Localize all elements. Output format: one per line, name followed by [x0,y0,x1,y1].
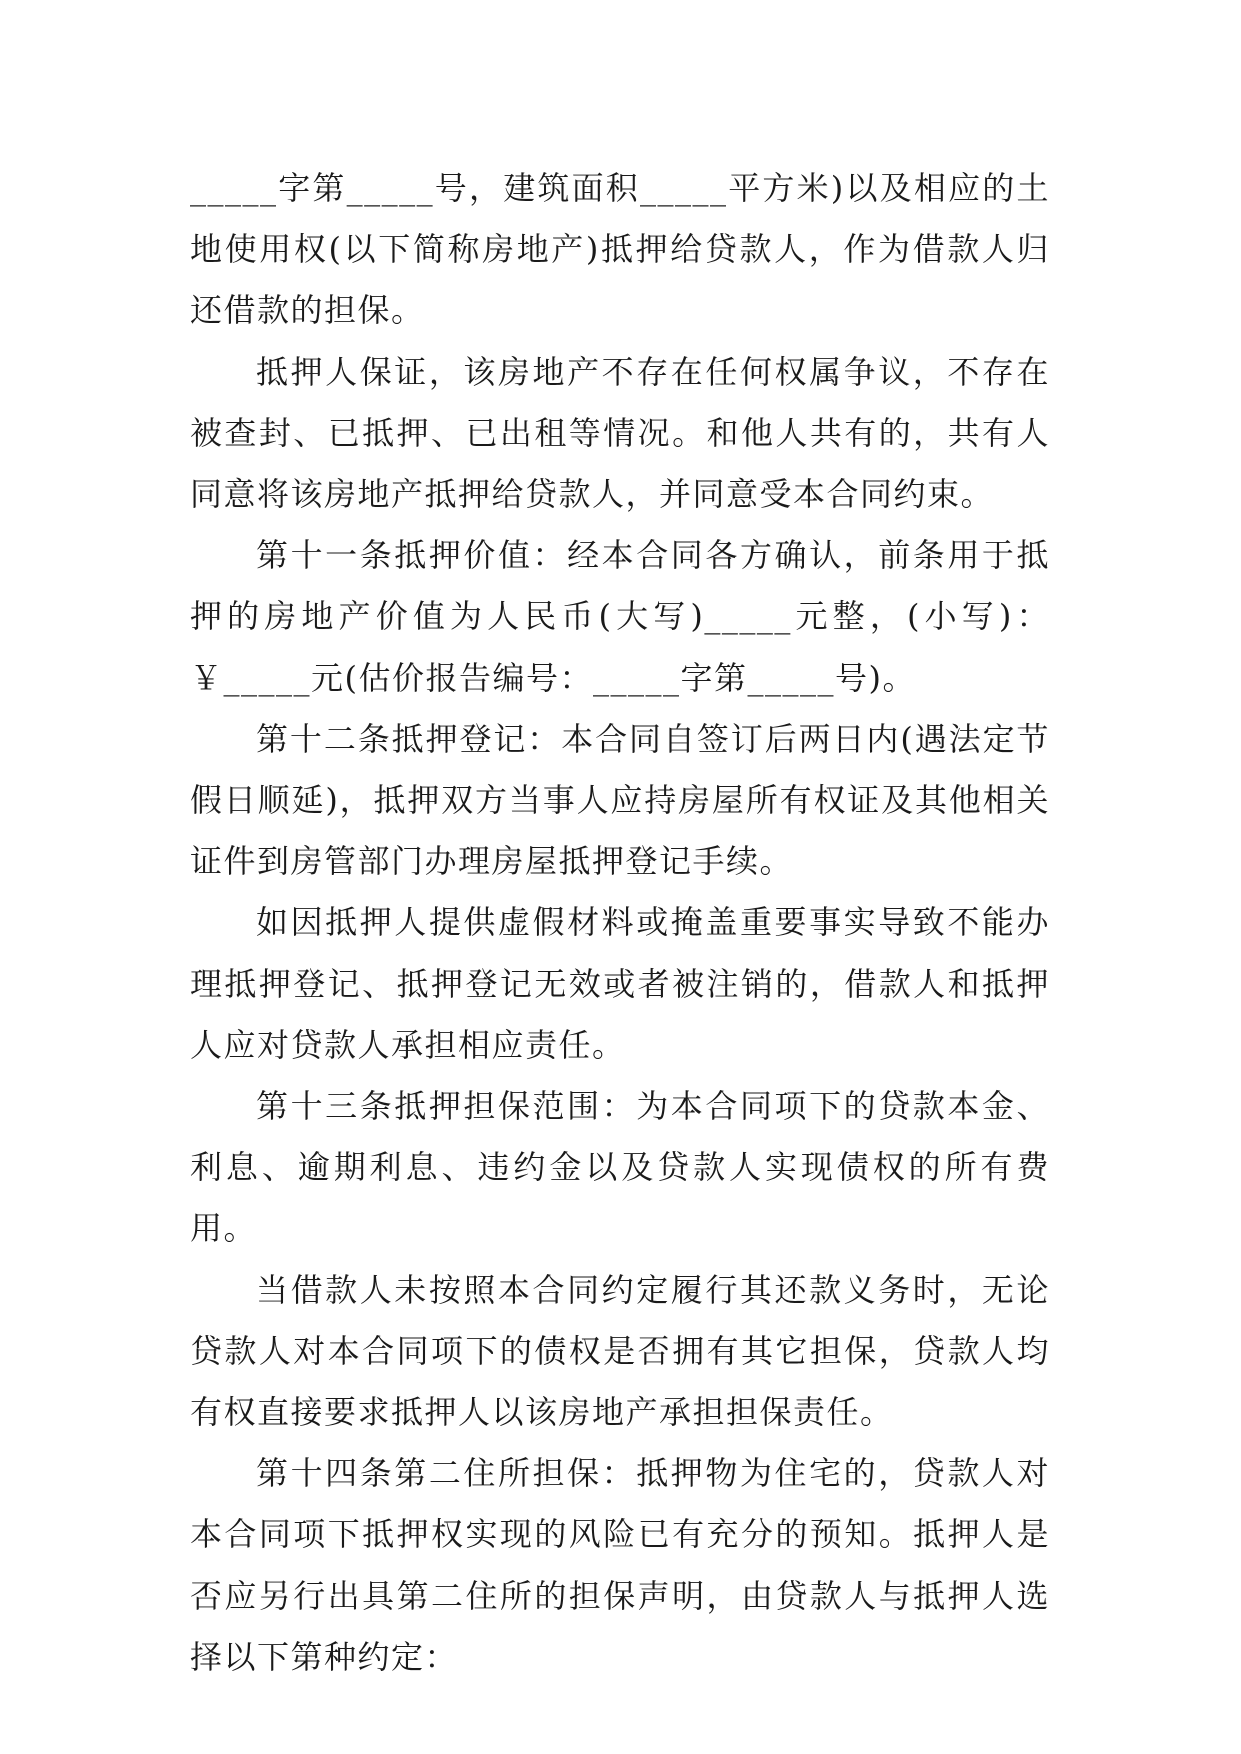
paragraph-article-11-mortgage-value: 第十一条抵押价值：经本合同各方确认，前条用于抵押的房地产价值为人民币(大写)_____元整，(小写)：￥_____元(估价报告编号：_____字第_____号)。 [190,536,1050,697]
paragraph-article-12-mortgage-registration: 第十二条抵押登记：本合同自签订后两日内(遇法定节假日顺延)，抵押双方当事人应持房屋所有权证及其他相关证件到房管部门办理房屋抵押登记手续。 [190,719,1050,881]
document-page [190,158,1050,1688]
paragraph-article-14-second-residence: 第十四条第二住所担保：抵押物为住宅的，贷款人对本合同项下抵押权实现的风险已有充分的预知。抵押人是否应另行出具第二住所的担保声明，由贷款人与抵押人选择以下第种约定： [190,1454,1050,1676]
paragraph-mortgagor-guarantee: 抵押人保证，该房地产不存在任何权属争议，不存在被查封、已抵押、已出租等情况。和他人共有的，共有人同意将该房地产抵押给贷款人，并同意受本合同约束。 [190,352,1050,514]
paragraph-article-13-guarantee-scope: 第十三条抵押担保范围：为本合同项下的贷款本金、利息、逾期利息、违约金以及贷款人实现债权的所有费用。 [190,1087,1050,1248]
paragraph-mortgage-property: _____字第_____号，建筑面积_____平方米)以及相应的土地使用权(以下简称房地产)抵押给贷款人，作为借款人归还借款的担保。 [190,169,1050,330]
paragraph-false-materials-liability: 如因抵押人提供虚假材料或掩盖重要事实导致不能办理抵押登记、抵押登记无效或者被注销的，借款人和抵押人应对贷款人承担相应责任。 [190,903,1050,1064]
paragraph-default-enforcement: 当借款人未按照本合同约定履行其还款义务时，无论贷款人对本合同项下的债权是否拥有其它担保，贷款人均有权直接要求抵押人以该房地产承担担保责任。 [190,1270,1050,1432]
